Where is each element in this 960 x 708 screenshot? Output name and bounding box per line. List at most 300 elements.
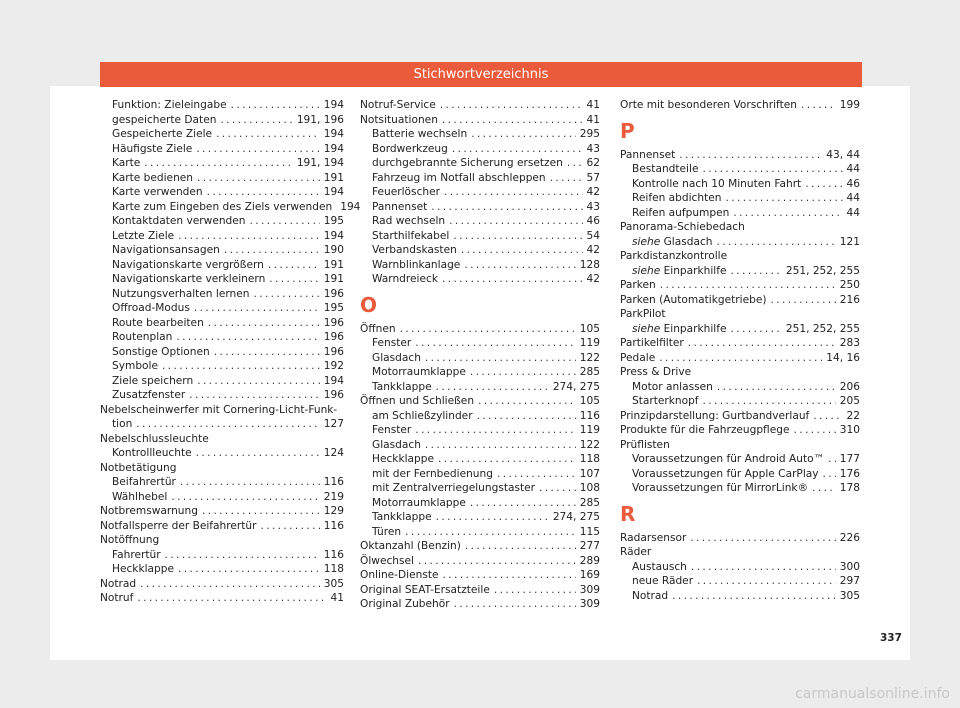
index-entry-label: Original Zubehör bbox=[360, 598, 450, 610]
index-entry-page: 194 bbox=[323, 142, 344, 155]
index-entry-label: Notöffnung bbox=[100, 534, 160, 546]
leader-dots bbox=[220, 113, 292, 128]
index-entry-page: 194 bbox=[323, 186, 344, 198]
leader-dots bbox=[136, 417, 319, 432]
index-entry-label: Warnblinkanlage bbox=[372, 258, 461, 271]
index-entry-page: 116 bbox=[579, 409, 600, 422]
index-entry bbox=[620, 589, 860, 604]
see-reference: siehe bbox=[632, 322, 661, 335]
leader-dots bbox=[794, 423, 836, 438]
index-entry-label: Voraussetzungen für Android Auto™ bbox=[632, 453, 825, 465]
index-entry-page: 297 bbox=[839, 575, 860, 587]
index-entry bbox=[620, 409, 860, 424]
index-entry-label: Zusatzfenster bbox=[112, 389, 186, 401]
index-entry-page: 128 bbox=[579, 258, 600, 271]
index-entry-label: Kontrollleuchte bbox=[112, 447, 192, 459]
index-entry-label: Beifahrertür bbox=[112, 476, 176, 488]
index-entry-page: 309 bbox=[579, 583, 600, 596]
index-entry-page: 194 bbox=[323, 374, 344, 387]
index-entry bbox=[360, 568, 600, 583]
index-entry bbox=[360, 258, 600, 273]
see-target: Einparkhilfe bbox=[660, 322, 727, 335]
index-entry-label: Batterie wechseln bbox=[372, 128, 468, 140]
leader-dots bbox=[431, 200, 582, 215]
index-entry-page: 116 bbox=[323, 548, 344, 561]
index-entry-page: 194 bbox=[340, 200, 361, 213]
leader-dots bbox=[567, 156, 583, 171]
index-entry bbox=[100, 490, 344, 505]
index-list bbox=[360, 98, 600, 287]
index-entry bbox=[360, 272, 600, 287]
index-entry bbox=[100, 330, 344, 345]
index-entry-label: Route bearbeiten bbox=[112, 316, 204, 329]
leader-dots bbox=[196, 446, 320, 461]
index-entry-label bbox=[632, 322, 727, 337]
index-entry-label: Parkdistanzkontrolle bbox=[620, 250, 728, 262]
index-entry bbox=[620, 531, 860, 546]
leader-dots bbox=[691, 560, 836, 575]
index-entry-page: 57 bbox=[586, 171, 600, 184]
leader-dots bbox=[214, 345, 320, 360]
index-entry-page: 277 bbox=[579, 540, 600, 552]
index-entry-page: 127 bbox=[323, 418, 344, 430]
index-entry bbox=[620, 380, 860, 395]
index-entry-label: am Schließzylinder bbox=[372, 409, 473, 422]
index-entry-page: 285 bbox=[579, 366, 600, 378]
leader-dots bbox=[770, 293, 835, 308]
index-entry bbox=[620, 336, 860, 351]
index-entry-label: Online-Dienste bbox=[360, 569, 439, 581]
index-entry-label: neue Räder bbox=[632, 575, 694, 587]
index-entry bbox=[100, 548, 344, 563]
index-entry bbox=[360, 409, 600, 424]
index-entry bbox=[100, 432, 344, 447]
index-entry bbox=[360, 438, 600, 453]
index-entry-label: Notruf-Service bbox=[360, 99, 436, 111]
leader-dots bbox=[461, 243, 583, 258]
index-entry-label: Navigationsansagen bbox=[112, 244, 220, 256]
leader-dots bbox=[453, 229, 582, 244]
leader-dots bbox=[702, 162, 842, 177]
index-entry-label: Kontrolle nach 10 Minuten Fahrt bbox=[632, 177, 802, 190]
index-entry bbox=[620, 452, 860, 467]
index-entry bbox=[620, 148, 860, 163]
index-entry-label: Räder bbox=[620, 546, 652, 558]
index-entry bbox=[100, 533, 344, 548]
index-entry-page: 191, 194 bbox=[296, 157, 344, 169]
section-letter-r: R bbox=[620, 501, 636, 526]
leader-dots bbox=[801, 98, 836, 113]
index-entry-label: Tankklappe bbox=[372, 511, 432, 523]
index-entry bbox=[360, 525, 600, 540]
index-entry-page: 169 bbox=[579, 569, 600, 581]
index-entry-page: 216 bbox=[839, 293, 860, 306]
index-entry-label: ParkPilot bbox=[620, 308, 666, 320]
index-entry-page: 194 bbox=[323, 128, 344, 140]
index-entry-label: mit der Fernbedienung bbox=[372, 467, 493, 480]
index-entry-label: Voraussetzungen für Apple CarPlay bbox=[632, 467, 819, 480]
index-entry-label: Karte zum Eingeben des Ziels verwenden bbox=[112, 200, 333, 213]
leader-dots bbox=[452, 142, 583, 157]
leader-dots bbox=[176, 330, 319, 345]
index-entry bbox=[620, 177, 860, 192]
watermark: carmanualsonline.info bbox=[795, 686, 950, 702]
index-entry-label: Karte bbox=[112, 157, 141, 169]
index-entry bbox=[100, 388, 344, 403]
leader-dots bbox=[443, 568, 576, 583]
index-entry bbox=[360, 380, 600, 395]
index-entry bbox=[620, 278, 860, 293]
index-entry-label: mit Zentralverriegelungstaster bbox=[372, 482, 536, 494]
index-entry bbox=[620, 481, 860, 496]
index-entry bbox=[100, 156, 344, 171]
leader-dots bbox=[165, 548, 320, 563]
index-list bbox=[620, 531, 860, 604]
leader-dots bbox=[812, 481, 836, 496]
index-entry bbox=[360, 171, 600, 186]
index-entry bbox=[100, 504, 344, 519]
index-entry-label: Pannenset bbox=[620, 148, 676, 161]
index-entry-label: Fenster bbox=[372, 337, 412, 349]
index-entry-label: Notruf bbox=[100, 592, 134, 604]
leader-dots bbox=[471, 127, 576, 142]
page-title: Stichwortverzeichnis bbox=[100, 62, 862, 87]
leader-dots bbox=[454, 597, 576, 612]
leader-dots bbox=[464, 258, 575, 273]
leader-dots bbox=[444, 185, 583, 200]
index-entry bbox=[620, 423, 860, 438]
index-entry-page: 295 bbox=[579, 128, 600, 140]
index-entry-page: 196 bbox=[323, 331, 344, 343]
index-entry-page: 196 bbox=[323, 287, 344, 300]
leader-dots bbox=[717, 380, 836, 395]
index-entry-page: 119 bbox=[579, 337, 600, 349]
leader-dots bbox=[470, 496, 576, 511]
index-entry-page: 41 bbox=[586, 99, 600, 111]
index-entry-label: Feuerlöscher bbox=[372, 186, 440, 198]
index-entry bbox=[360, 351, 600, 366]
index-entry-page: 62 bbox=[586, 157, 600, 169]
index-entry-page: 46 bbox=[846, 177, 860, 190]
index-entry-label: Fahrertür bbox=[112, 548, 161, 561]
leader-dots bbox=[440, 98, 583, 113]
index-entry-label: Notrad bbox=[100, 577, 137, 590]
index-entry-label: Tankklappe bbox=[372, 380, 432, 393]
index-entry-page: 251, 252, 255 bbox=[785, 322, 860, 335]
index-entry-page: 191 bbox=[323, 258, 344, 271]
leader-dots bbox=[438, 452, 576, 467]
leader-dots bbox=[194, 301, 320, 316]
leader-dots bbox=[539, 481, 576, 496]
index-entry-page: 190 bbox=[323, 244, 344, 256]
index-entry bbox=[620, 98, 860, 113]
leader-dots bbox=[733, 206, 842, 221]
index-entry bbox=[360, 185, 600, 200]
index-entry-page: 305 bbox=[839, 589, 860, 602]
index-entry bbox=[360, 113, 600, 128]
index-entry bbox=[100, 301, 344, 316]
index-entry-label: Navigationskarte verkleinern bbox=[112, 273, 266, 285]
index-entry-page: 44 bbox=[846, 192, 860, 204]
index-entry-page: 283 bbox=[839, 337, 860, 349]
index-entry-page: 42 bbox=[586, 273, 600, 285]
index-entry-page: 118 bbox=[579, 453, 600, 465]
index-entry-label bbox=[632, 264, 727, 279]
index-entry-label: Letzte Ziele bbox=[112, 229, 175, 242]
leader-dots bbox=[178, 562, 320, 577]
index-entry-page: 274, 275 bbox=[552, 511, 600, 523]
leader-dots bbox=[268, 258, 320, 273]
index-entry-page: 42 bbox=[586, 186, 600, 198]
index-entry-page: 115 bbox=[579, 525, 600, 538]
index-entry bbox=[620, 307, 860, 322]
index-entry bbox=[620, 293, 860, 308]
index-entry bbox=[620, 467, 860, 482]
index-entry-label bbox=[632, 235, 713, 250]
leader-dots bbox=[697, 574, 836, 589]
index-column-2 bbox=[360, 98, 600, 612]
leader-dots bbox=[465, 539, 576, 554]
index-entry-label: durchgebrannte Sicherung ersetzen bbox=[372, 157, 563, 169]
index-entry-page: 274, 275 bbox=[552, 380, 600, 393]
index-entry bbox=[100, 461, 344, 476]
index-entry-page: 118 bbox=[323, 563, 344, 575]
index-entry-label: Parken bbox=[620, 279, 656, 291]
index-entry bbox=[100, 562, 344, 577]
leader-dots bbox=[197, 171, 320, 186]
index-entry-label: gespeicherte Daten bbox=[112, 113, 217, 126]
leader-dots bbox=[196, 142, 319, 157]
index-entry-page: 251, 252, 255 bbox=[785, 264, 860, 277]
index-entry-page: 250 bbox=[839, 279, 860, 291]
index-entry bbox=[100, 200, 361, 215]
index-entry bbox=[100, 417, 344, 432]
leader-dots bbox=[197, 374, 320, 389]
leader-dots bbox=[828, 452, 836, 467]
leader-dots bbox=[224, 243, 320, 258]
index-entry-page: 305 bbox=[323, 577, 344, 590]
leader-dots bbox=[550, 171, 583, 186]
index-entry-label: Funktion: Zieleingabe bbox=[112, 99, 227, 111]
index-entry-label: Prinzipdarstellung: Gurtbandverlauf bbox=[620, 409, 810, 422]
leader-dots bbox=[659, 351, 822, 366]
index-entry-page: 46 bbox=[586, 215, 600, 227]
index-entry-label: Rad wechseln bbox=[372, 215, 446, 227]
index-entry-page: 41 bbox=[330, 592, 344, 604]
index-entry-label: Produkte für die Fahrzeugpflege bbox=[620, 424, 790, 436]
index-entry-page: 195 bbox=[323, 302, 344, 314]
index-entry bbox=[100, 403, 344, 418]
index-entry-page: 196 bbox=[323, 345, 344, 358]
leader-dots bbox=[703, 394, 836, 409]
index-entry-page: 43 bbox=[586, 200, 600, 213]
index-entry-label: Notbetätigung bbox=[100, 461, 177, 474]
index-entry-label: Pannenset bbox=[372, 200, 428, 213]
index-entry-label: Original SEAT-Ersatzteile bbox=[360, 583, 490, 596]
index-entry-page: 191 bbox=[323, 171, 344, 184]
index-entry-label: Routenplan bbox=[112, 331, 173, 343]
index-entry bbox=[620, 574, 860, 589]
index-entry-label: Nebelschlussleuchte bbox=[100, 432, 209, 445]
index-entry bbox=[360, 322, 600, 337]
index-entry-label: Karte bedienen bbox=[112, 171, 194, 184]
index-entry-label: Notbremswarnung bbox=[100, 505, 198, 517]
index-entry-page: 176 bbox=[839, 467, 860, 480]
index-entry-label: Kontaktdaten verwenden bbox=[112, 215, 246, 227]
leader-dots bbox=[140, 577, 320, 592]
leader-dots bbox=[253, 287, 319, 302]
index-entry-page: 44 bbox=[846, 206, 860, 219]
index-entry bbox=[100, 374, 344, 389]
index-entry-page: 196 bbox=[323, 316, 344, 329]
index-entry-page: 122 bbox=[579, 438, 600, 451]
index-entry-page: 22 bbox=[846, 409, 860, 422]
leader-dots bbox=[805, 177, 842, 192]
leader-dots bbox=[171, 490, 319, 505]
index-entry-label: Oktanzahl (Benzin) bbox=[360, 540, 461, 552]
index-entry-page: 44 bbox=[846, 163, 860, 175]
index-entry-label: Fenster bbox=[372, 424, 412, 436]
index-entry-label: Karte verwenden bbox=[112, 186, 203, 198]
index-column-3 bbox=[620, 98, 860, 603]
index-entry-label: Häufigste Ziele bbox=[112, 142, 193, 155]
leader-dots bbox=[449, 214, 582, 229]
index-entry-label: Notrad bbox=[632, 589, 669, 602]
leader-dots bbox=[690, 531, 835, 546]
index-entry-label: Offroad-Modus bbox=[112, 302, 190, 314]
leader-dots bbox=[442, 272, 583, 287]
leader-dots bbox=[418, 554, 576, 569]
leader-dots bbox=[731, 264, 782, 279]
index-entry bbox=[360, 365, 600, 380]
index-entry-page: 191 bbox=[323, 273, 344, 285]
index-entry-label: Glasdach bbox=[372, 351, 421, 364]
index-entry-label: Öffnen und Schließen bbox=[360, 395, 475, 407]
section-letter-p: P bbox=[620, 118, 635, 143]
index-entry-label: Türen bbox=[372, 525, 402, 538]
index-entry-label: Nebelscheinwerfer mit Cornering-Licht-Funk- bbox=[100, 403, 338, 416]
index-entry bbox=[360, 554, 600, 569]
leader-dots bbox=[260, 519, 319, 534]
index-entry bbox=[360, 127, 600, 142]
index-entry bbox=[360, 539, 600, 554]
index-entry bbox=[620, 264, 860, 279]
index-entry bbox=[620, 560, 860, 575]
leader-dots bbox=[497, 467, 576, 482]
index-entry bbox=[620, 322, 860, 337]
leader-dots bbox=[436, 380, 549, 395]
index-entry-label: Starterknopf bbox=[632, 395, 699, 407]
leader-dots bbox=[494, 583, 576, 598]
leader-dots bbox=[470, 365, 576, 380]
index-entry-label: Panorama-Schiebedach bbox=[620, 221, 745, 233]
index-entry-label: Parken (Automatikgetriebe) bbox=[620, 293, 767, 306]
index-entry-label: Verbandskasten bbox=[372, 244, 457, 256]
index-entry-page: 129 bbox=[323, 505, 344, 517]
index-entry-page: 219 bbox=[323, 490, 344, 503]
index-entry-page: 105 bbox=[579, 395, 600, 407]
leader-dots bbox=[231, 98, 320, 113]
index-entry-label: Partikelfilter bbox=[620, 337, 684, 349]
index-entry bbox=[620, 235, 860, 250]
leader-dots bbox=[442, 113, 583, 128]
index-entry-page: 43 bbox=[586, 142, 600, 155]
index-entry-label: Heckklappe bbox=[112, 563, 174, 575]
index-list bbox=[360, 322, 600, 612]
index-entry bbox=[100, 214, 344, 229]
index-entry-page: 54 bbox=[586, 229, 600, 242]
leader-dots bbox=[216, 127, 320, 142]
index-list bbox=[620, 98, 860, 113]
index-entry bbox=[620, 206, 860, 221]
leader-dots bbox=[189, 388, 320, 403]
index-entry-page: 42 bbox=[586, 244, 600, 256]
index-entry-page: 310 bbox=[839, 424, 860, 436]
leader-dots bbox=[478, 394, 576, 409]
index-entry-label: Ölwechsel bbox=[360, 554, 414, 567]
index-entry bbox=[620, 191, 860, 206]
index-entry-label: Starthilfekabel bbox=[372, 229, 450, 242]
leader-dots bbox=[415, 423, 575, 438]
index-entry bbox=[360, 98, 600, 113]
index-entry-page: 116 bbox=[323, 476, 344, 488]
index-entry bbox=[100, 577, 344, 592]
index-entry bbox=[360, 467, 600, 482]
index-entry-label: Pedale bbox=[620, 351, 656, 364]
leader-dots bbox=[425, 438, 576, 453]
page-number: 337 bbox=[880, 632, 902, 644]
index-entry-label: Reifen abdichten bbox=[632, 192, 722, 204]
index-column-1 bbox=[100, 98, 361, 606]
index-entry-label: Wählhebel bbox=[112, 490, 168, 503]
index-entry bbox=[620, 394, 860, 409]
index-entry-page: 226 bbox=[839, 531, 860, 544]
index-entry-label: Press & Drive bbox=[620, 366, 692, 378]
index-entry bbox=[620, 220, 860, 235]
index-entry-page: 124 bbox=[323, 447, 344, 459]
index-entry bbox=[100, 98, 344, 113]
leader-dots bbox=[269, 272, 319, 287]
index-entry-page: 178 bbox=[839, 482, 860, 494]
index-entry bbox=[360, 142, 600, 157]
index-entry bbox=[360, 423, 600, 438]
leader-dots bbox=[813, 409, 842, 424]
see-reference: siehe bbox=[632, 235, 661, 248]
index-entry-page: 122 bbox=[579, 351, 600, 364]
index-entry-label: Heckklappe bbox=[372, 453, 434, 465]
index-entry bbox=[100, 287, 344, 302]
index-entry-label: Fahrzeug im Notfall abschleppen bbox=[372, 171, 546, 184]
leader-dots bbox=[207, 185, 320, 200]
leader-dots bbox=[717, 235, 836, 250]
index-entry bbox=[360, 452, 600, 467]
index-entry-label: Gespeicherte Ziele bbox=[112, 128, 213, 140]
index-entry bbox=[620, 351, 860, 366]
index-entry-page: 192 bbox=[323, 360, 344, 372]
index-entry-label: Reifen aufpumpen bbox=[632, 206, 730, 219]
see-reference: siehe bbox=[632, 264, 661, 277]
index-entry bbox=[360, 510, 600, 525]
index-entry-page: 206 bbox=[839, 380, 860, 393]
leader-dots bbox=[405, 525, 576, 540]
index-entry bbox=[100, 359, 344, 374]
index-entry bbox=[100, 316, 344, 331]
index-entry bbox=[360, 243, 600, 258]
leader-dots bbox=[178, 229, 320, 244]
leader-dots bbox=[725, 191, 842, 206]
index-entry-page: 191, 196 bbox=[296, 113, 344, 126]
index-list bbox=[100, 98, 361, 606]
